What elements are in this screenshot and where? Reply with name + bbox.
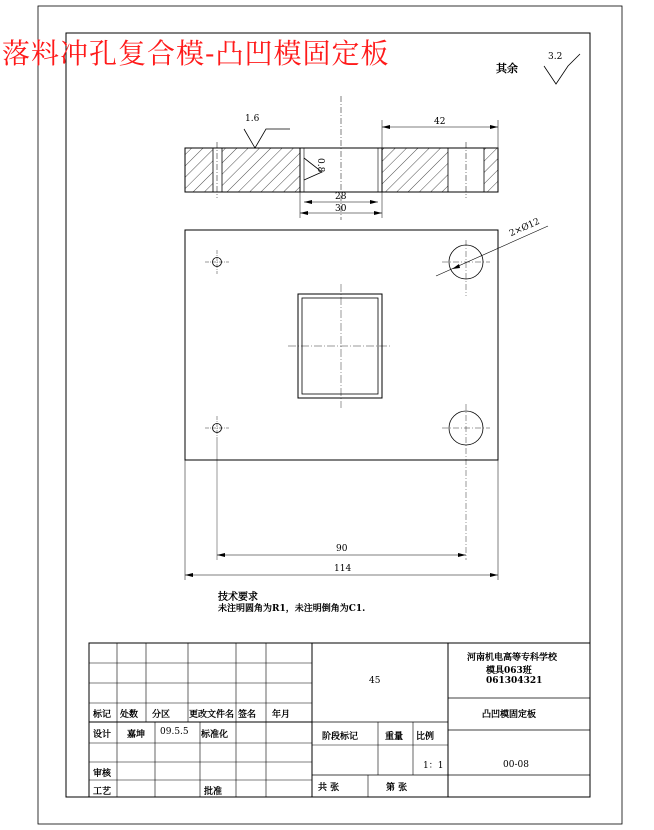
ratio-label: 比例: [416, 732, 435, 742]
rest-roughness-value: 3.2: [548, 52, 563, 62]
header-count: 处数: [120, 710, 139, 720]
total-sheets-label: 共 张: [318, 783, 340, 793]
scale-value: 1：1: [423, 761, 444, 771]
dim-90: 90: [336, 544, 348, 554]
class-name: 模具063班: [486, 666, 532, 676]
designer-name: 嘉坤: [127, 730, 146, 740]
weight-label: 重量: [385, 732, 404, 742]
approve-label: 批准: [204, 787, 223, 797]
header-zone: 分区: [152, 710, 171, 720]
stage-label: 阶段标记: [322, 732, 359, 742]
dim-30: 30: [335, 204, 347, 214]
drawing-number: 00-08: [503, 760, 529, 770]
sheet-number-label: 第 张: [386, 783, 408, 793]
local-roughness-value: 1.6: [245, 114, 260, 124]
plan-view: [185, 226, 548, 580]
dim-114: 114: [334, 564, 352, 574]
check-label: 审核: [93, 769, 112, 779]
rest-roughness-label: 其余: [496, 62, 518, 75]
design-label: 设计: [93, 730, 112, 740]
header-date: 年月: [272, 710, 291, 720]
school-name: 河南机电高等专科学校: [467, 653, 558, 663]
process-label: 工艺: [93, 787, 112, 797]
standard-label: 标准化: [201, 730, 229, 740]
tech-requirements-heading: 技术要求: [218, 592, 258, 603]
material-no: 45: [369, 676, 381, 686]
paper-border: [38, 6, 622, 824]
drawing-title: 落料冲孔复合模-凸凹模固定板: [2, 37, 390, 70]
header-doc: 更改文件名: [189, 710, 235, 720]
dim-42: 42: [434, 117, 446, 127]
tech-requirements-line: 未注明圆角为R1，未注明倒角为C1.: [218, 604, 366, 614]
dim-28: 28: [335, 192, 347, 202]
part-name: 凸凹模固定板: [482, 710, 537, 720]
dim-holes: 2×Ø12: [508, 216, 542, 240]
header-mark: 标记: [93, 710, 112, 720]
student-id: 061304321: [486, 676, 543, 686]
window-roughness-value: 0.8: [315, 158, 325, 173]
header-sign: 签名: [238, 710, 257, 720]
design-date: 09.5.5: [160, 727, 189, 737]
